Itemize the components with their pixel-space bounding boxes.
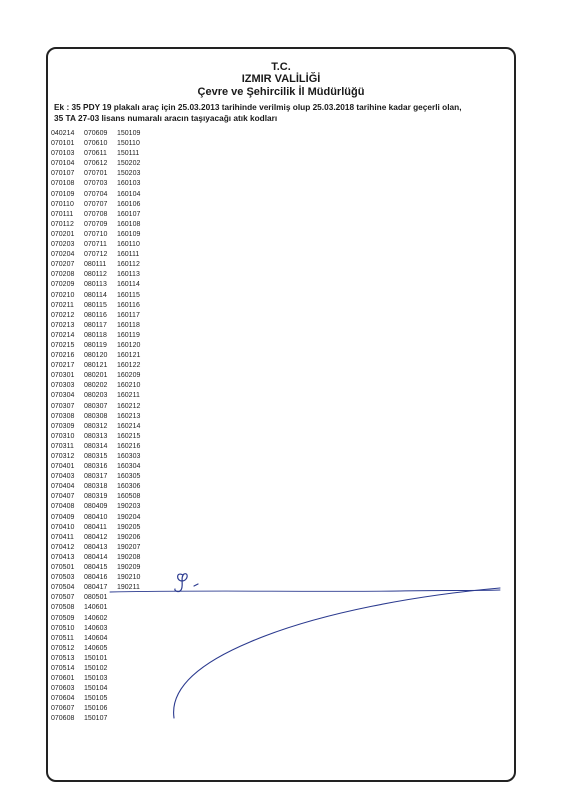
waste-code: 070612	[84, 160, 108, 168]
waste-code: 080307	[84, 402, 108, 410]
waste-code: 070401	[51, 463, 75, 471]
waste-code: 140602	[84, 614, 108, 622]
waste-code: 070214	[51, 331, 75, 339]
waste-code: 070501	[51, 564, 75, 572]
waste-code: 070408	[51, 503, 75, 511]
waste-code: 160108	[117, 220, 141, 228]
waste-code: 160116	[117, 301, 140, 309]
waste-code: 070208	[51, 271, 75, 279]
waste-code: 070403	[51, 473, 75, 481]
waste-code: 080318	[84, 483, 108, 491]
waste-code: 160104	[117, 190, 141, 198]
waste-code: 070110	[51, 200, 74, 208]
header-governorship: IZMIR VALİLİĞİ	[241, 73, 321, 85]
waste-code: 070211	[51, 301, 74, 309]
waste-code: 080118	[84, 331, 107, 339]
waste-code: 080414	[84, 553, 108, 561]
waste-code: 160508	[117, 493, 141, 501]
waste-code: 070203	[51, 241, 75, 249]
waste-code: 070304	[51, 392, 75, 400]
waste-code: 070510	[51, 624, 75, 632]
waste-code: 070217	[51, 362, 75, 370]
waste-code: 080314	[84, 442, 108, 450]
waste-code: 140603	[84, 624, 108, 632]
waste-code: 080113	[84, 281, 107, 289]
waste-code: 070504	[51, 584, 75, 592]
waste-code: 160110	[117, 241, 140, 249]
waste-code: 150102	[84, 664, 108, 672]
waste-code: 080119	[84, 341, 107, 349]
waste-code: 070608	[51, 715, 75, 723]
code-column-2	[84, 129, 116, 725]
waste-code: 160114	[117, 281, 140, 289]
waste-code: 070404	[51, 483, 75, 491]
waste-code: 070513	[51, 654, 75, 662]
waste-code: 160122	[117, 362, 141, 370]
waste-code: 160120	[117, 341, 141, 349]
waste-code: 140601	[84, 604, 108, 612]
waste-code: 160216	[117, 442, 141, 450]
waste-code: 070311	[51, 442, 74, 450]
waste-code: 070213	[51, 321, 75, 329]
waste-code: 160305	[117, 473, 141, 481]
waste-code: 070709	[84, 220, 108, 228]
intro-line-1: Ek : 35 PDY 19 plakalı araç için 25.03.2013 tarihinde verilmiş olup 25.03.2018 tarihine kadar geçerli olan,	[54, 102, 462, 112]
waste-code: 080409	[84, 503, 108, 511]
waste-code: 160121	[117, 352, 141, 360]
waste-code: 190210	[117, 574, 141, 582]
waste-code: 080202	[84, 382, 108, 390]
waste-code: 190206	[117, 533, 141, 541]
waste-code: 070108	[51, 180, 75, 188]
waste-code: 080115	[84, 301, 107, 309]
waste-code: 190203	[117, 503, 141, 511]
waste-code: 190208	[117, 553, 141, 561]
waste-code: 140605	[84, 644, 108, 652]
waste-code: 070611	[84, 150, 107, 158]
waste-code: 070309	[51, 422, 75, 430]
waste-code: 070312	[51, 453, 75, 460]
waste-code: 160109	[117, 230, 141, 238]
waste-code: 080111	[84, 261, 107, 269]
waste-code: 160214	[117, 422, 141, 430]
waste-code: 160211	[117, 392, 140, 400]
waste-code: 070409	[51, 513, 75, 521]
waste-code: 070307	[51, 402, 75, 410]
waste-code: 150110	[117, 140, 140, 148]
waste-code: 070410	[51, 523, 75, 531]
waste-code: 070710	[84, 230, 108, 238]
waste-code: 070511	[51, 634, 74, 642]
waste-code: 070111	[51, 210, 74, 218]
waste-code: 070301	[51, 372, 75, 380]
waste-code: 070210	[51, 291, 75, 299]
waste-code: 070103	[51, 150, 75, 158]
waste-code: 080203	[84, 392, 108, 400]
waste-code: 070207	[51, 261, 75, 269]
waste-code: 070201	[51, 230, 75, 238]
header-directorate: Çevre ve Şehircilik İl Müdürlüğü	[197, 86, 365, 98]
waste-code: 080112	[84, 271, 107, 279]
waste-code: 070604	[51, 695, 75, 703]
waste-code: 150111	[117, 150, 140, 158]
waste-code: 070411	[51, 533, 74, 541]
waste-code: 070514	[51, 664, 75, 672]
waste-code: 080312	[84, 422, 108, 430]
waste-code: 080410	[84, 513, 108, 521]
document-frame	[46, 47, 516, 782]
waste-code: 150106	[84, 705, 108, 713]
waste-code: 190205	[117, 523, 141, 531]
waste-code: 160212	[117, 402, 141, 410]
waste-code: 070308	[51, 412, 75, 420]
waste-code: 080116	[84, 311, 107, 319]
waste-code: 150101	[84, 654, 108, 662]
waste-code: 070609	[84, 130, 108, 137]
waste-code: 070601	[51, 675, 75, 683]
waste-code: 160209	[117, 372, 141, 380]
waste-code: 040214	[51, 130, 75, 137]
waste-code: 070412	[51, 543, 75, 551]
waste-code: 070215	[51, 341, 75, 349]
waste-code: 160107	[117, 210, 141, 218]
waste-code: 160117	[117, 311, 140, 319]
waste-code: 150103	[84, 675, 108, 683]
waste-code: 080317	[84, 473, 108, 481]
waste-code: 070703	[84, 180, 108, 188]
waste-code: 080201	[84, 372, 108, 380]
waste-code: 080121	[84, 362, 108, 370]
waste-code: 150107	[84, 715, 108, 723]
waste-code: 070509	[51, 614, 75, 622]
waste-code: 080417	[84, 584, 108, 592]
waste-code: 080415	[84, 564, 108, 572]
waste-code: 160103	[117, 180, 141, 188]
waste-code: 070212	[51, 311, 75, 319]
waste-code: 070503	[51, 574, 75, 582]
waste-code: 160112	[117, 261, 140, 269]
waste-code: 070407	[51, 493, 75, 501]
waste-code: 070303	[51, 382, 75, 390]
waste-code: 070508	[51, 604, 75, 612]
waste-code: 080308	[84, 412, 108, 420]
waste-code: 070507	[51, 594, 75, 602]
waste-code: 070711	[84, 241, 107, 249]
waste-code: 070413	[51, 553, 75, 561]
waste-code: 140604	[84, 634, 108, 642]
waste-code: 070109	[51, 190, 75, 198]
waste-code: 070708	[84, 210, 108, 218]
waste-code: 150109	[117, 130, 141, 137]
waste-code: 160115	[117, 291, 140, 299]
waste-code: 080319	[84, 493, 108, 501]
waste-code: 070603	[51, 685, 75, 693]
waste-code: 160303	[117, 453, 141, 460]
waste-code: 080416	[84, 574, 108, 582]
waste-code: 160106	[117, 200, 141, 208]
waste-code: 070209	[51, 281, 75, 289]
waste-code: 190209	[117, 564, 141, 572]
header-tc: T.C.	[271, 61, 291, 73]
waste-code: 190207	[117, 543, 141, 551]
waste-code: 080501	[84, 594, 108, 602]
waste-code: 070112	[51, 220, 74, 228]
waste-code: 070701	[84, 170, 108, 178]
waste-code: 070204	[51, 251, 75, 259]
waste-code: 160210	[117, 382, 141, 390]
waste-code: 070704	[84, 190, 108, 198]
waste-code: 070610	[84, 140, 108, 148]
waste-code: 080120	[84, 352, 108, 360]
waste-code: 150104	[84, 685, 108, 693]
waste-code: 160119	[117, 331, 140, 339]
waste-code: 070712	[84, 251, 108, 259]
waste-code: 160306	[117, 483, 141, 491]
waste-code: 080413	[84, 543, 108, 551]
waste-code: 070107	[51, 170, 75, 178]
waste-code: 160118	[117, 321, 140, 329]
waste-code: 080315	[84, 453, 108, 460]
waste-code: 080114	[84, 291, 107, 299]
waste-code: 160215	[117, 432, 141, 440]
waste-code: 150202	[117, 160, 141, 168]
waste-code: 080412	[84, 533, 108, 541]
waste-code: 160304	[117, 463, 141, 471]
waste-code: 190211	[117, 584, 140, 592]
waste-code: 160111	[117, 251, 140, 259]
waste-code: 150105	[84, 695, 108, 703]
waste-code: 190204	[117, 513, 141, 521]
waste-code: 070707	[84, 200, 108, 208]
code-column-1	[51, 129, 83, 725]
waste-code: 150203	[117, 170, 141, 178]
waste-code: 080117	[84, 321, 107, 329]
intro-paragraph	[54, 102, 514, 123]
waste-code: 070607	[51, 705, 75, 713]
waste-code: 070104	[51, 160, 75, 168]
waste-code: 080411	[84, 523, 107, 531]
waste-code: 070101	[51, 140, 75, 148]
code-column-3	[117, 129, 149, 593]
waste-code: 160213	[117, 412, 141, 420]
waste-code: 080316	[84, 463, 108, 471]
waste-code: 070216	[51, 352, 75, 360]
waste-code: 070310	[51, 432, 75, 440]
intro-line-2: 35 TA 27-03 lisans numaralı aracın taşıyacağı atık kodları	[54, 112, 278, 123]
waste-code: 070512	[51, 644, 75, 652]
waste-code: 160113	[117, 271, 140, 279]
waste-code: 080313	[84, 432, 108, 440]
